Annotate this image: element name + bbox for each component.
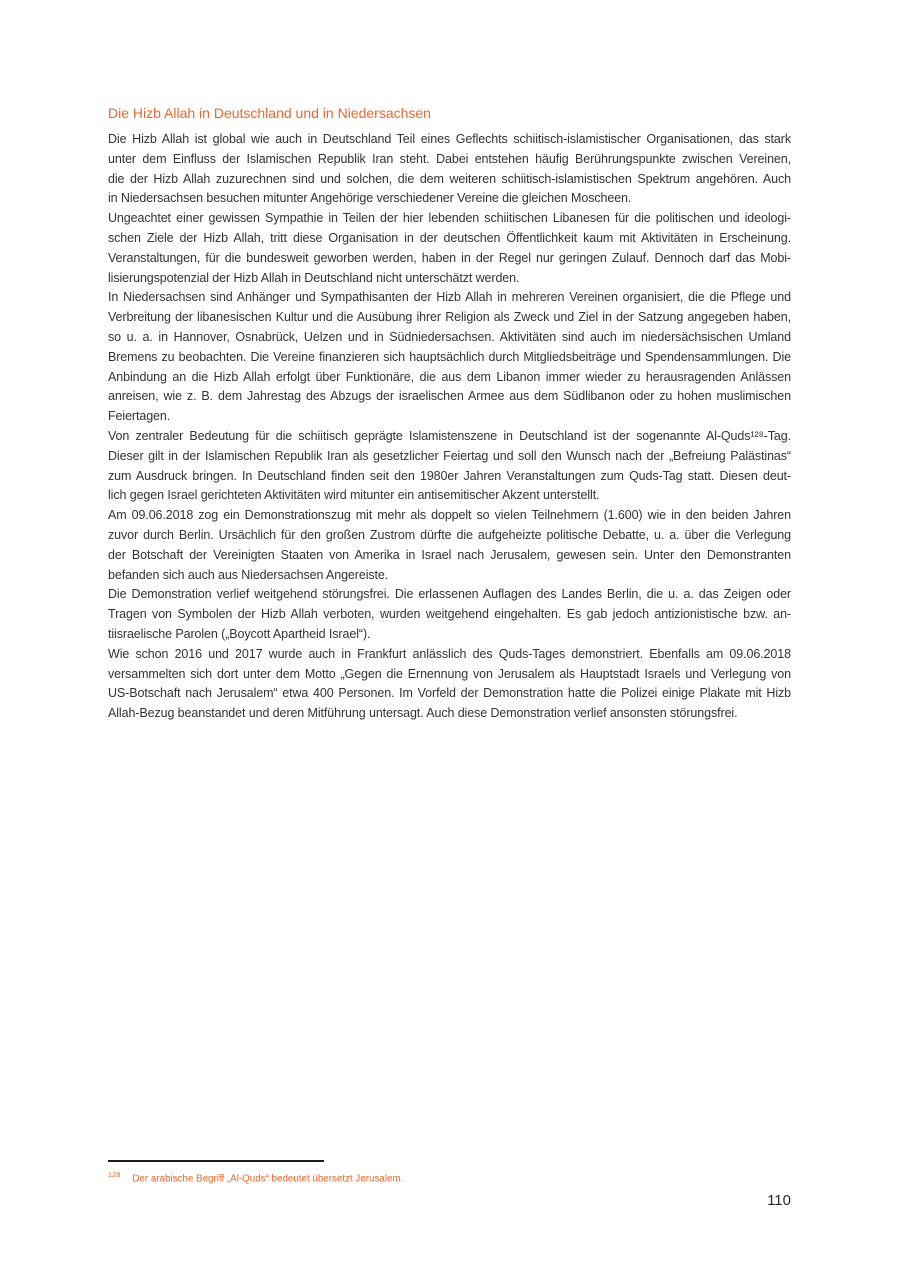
text-line: in Niedersachsen besuchen mitunter Angehörige verschiedener Vereine die gleichen Moscheen. <box>108 191 632 206</box>
text-line: versammelten sich dort unter dem Motto „Gegen die Ernennung von Jerusalem als Hauptstadt Israels und Verlegung von <box>108 666 791 681</box>
footnote <box>108 1168 728 1185</box>
paragraph <box>108 645 791 724</box>
footnote-marker: 128 <box>108 1170 121 1179</box>
paragraph <box>108 585 791 644</box>
text-line: unter dem Einfluss der Islamischen Republik Iran steht. Dabei entstehen häufig Berührungspunkte zwischen Vereinen, <box>108 151 791 166</box>
text-line: Bremens zu beobachten. Die Vereine finanzieren sich hauptsächlich durch Mitgliedsbeiträge und Spendensammlungen. Die <box>108 349 791 364</box>
text-line: Verbreitung der libanesischen Kultur und die Ausübung ihrer Religion als Zweck und Ziel in der Satzung angegeben haben, <box>108 310 791 325</box>
text-line: Feiertagen. <box>108 409 171 424</box>
paragraph <box>108 288 791 427</box>
text-line: Tragen von Symbolen der Hizb Allah verboten, wurden weitgehend eingehalten. Es gab jedoch antizionistische bzw. an- <box>108 607 791 622</box>
footnote-separator <box>108 1160 324 1162</box>
text-line: Am 09.06.2018 zog ein Demonstrationszug mit mehr als doppelt so vielen Teilnehmern (1.600) wie in den beiden Jahren <box>108 508 791 523</box>
text-line: befanden sich auch aus Niedersachsen Angereiste. <box>108 567 389 582</box>
text-line: Allah-Bezug beanstandet und deren Mitführung untersagt. Auch diese Demonstration verlief ansonsten störungsfrei. <box>108 706 738 721</box>
text-line: tiisraelische Parolen („Boycott Apartheid Israel“). <box>108 626 371 641</box>
text-line: Anbindung an die Hizb Allah erfolgt über Funktionäre, die aus dem Libanon immer wieder zu herausragenden Anlässen <box>108 369 791 384</box>
text-line: so u. a. in Hannover, Osnabrück, Uelzen und in Südniedersachsen. Aktivitäten sind auch im niedersächsischen Umland <box>108 329 791 344</box>
text-line: Dieser gilt in der Islamischen Republik Iran als gesetzlicher Feiertag und soll den Wunsch nach der „Befreiung Palästinas“ <box>108 448 791 463</box>
body-text <box>108 130 791 724</box>
text-line: In Niedersachsen sind Anhänger und Sympathisanten der Hizb Allah in mehreren Vereinen organisiert, die die Pflege und <box>108 290 791 305</box>
text-line: Ungeachtet einer gewissen Sympathie in Teilen der hier lebenden schiitischen Libanesen für die politischen und ideologi- <box>108 211 791 226</box>
paragraph <box>108 130 791 209</box>
text-line: Die Hizb Allah ist global wie auch in Deutschland Teil eines Geflechts schiitisch-islamistischer Organisationen, das stark <box>108 132 791 146</box>
text-line: lisierungspotenzial der Hizb Allah in Deutschland nicht unterschätzt werden. <box>108 270 520 285</box>
text-line: der Botschaft der Vereinigten Staaten von Amerika in Israel nach Jerusalem, gewesen sein. Unter den Demonstranten <box>108 547 791 562</box>
text-line: zum Ausdruck bringen. In Deutschland finden seit den 1980er Jahren Veranstaltungen zum Quds-Tag statt. Diesen deut- <box>108 468 791 483</box>
text-line: Wie schon 2016 und 2017 wurde auch in Frankfurt anlässlich des Quds-Tages demonstriert. Ebenfalls am 09.06.2018 <box>108 646 791 661</box>
text-line: Von zentraler Bedeutung für die schiitisch geprägte Islamistenszene in Deutschland ist der sogenannte Al-Quds¹²⁸-Tag. <box>108 428 791 443</box>
page-number: 110 <box>767 1192 791 1209</box>
paragraph <box>108 209 791 288</box>
text-line: schen Ziele der Hizb Allah, tritt diese Organisation in der deutschen Öffentlichkeit kaum mit Aktivitäten in Erscheinung. <box>108 230 791 245</box>
paragraph <box>108 427 791 506</box>
text-line: US-Botschaft nach Jerusalem“ etwa 400 Personen. Im Vorfeld der Demonstration hatte die Polizei einige Plakate mit Hizb <box>108 686 791 701</box>
section-heading: Die Hizb Allah in Deutschland und in Niedersachsen <box>108 105 431 121</box>
text-line: Veranstaltungen, für die bundesweit geworben werden, haben in der Regel nur geringen Zulauf. Dennoch darf das Mobi- <box>108 250 791 265</box>
text-line: die der Hizb Allah zuzurechnen sind und solchen, die dem weiteren schiitisch-islamistischen Spektrum angehören. Auch <box>108 171 791 186</box>
text-line: zuvor durch Berlin. Ursächlich für den großen Zustrom dürfte die aufgeheizte politische Debatte, u. a. über die Verlegung <box>108 527 791 542</box>
text-line: lich gegen Israel gerichteten Aktivitäten wird mitunter ein antisemitischer Akzent unterstellt. <box>108 488 600 503</box>
footnote-text: Der arabische Begriff „Al-Quds“ bedeutet übersetzt Jerusalem. <box>132 1173 404 1185</box>
text-line: Die Demonstration verlief weitgehend störungsfrei. Die erlassenen Auflagen des Landes Berlin, die u. a. das Zeigen oder <box>108 587 791 602</box>
paragraph <box>108 506 791 585</box>
text-line: anreisen, wie z. B. dem Jahrestag des Abzugs der israelischen Armee aus dem Südlibanon oder zu hohen muslimischen <box>108 389 791 404</box>
